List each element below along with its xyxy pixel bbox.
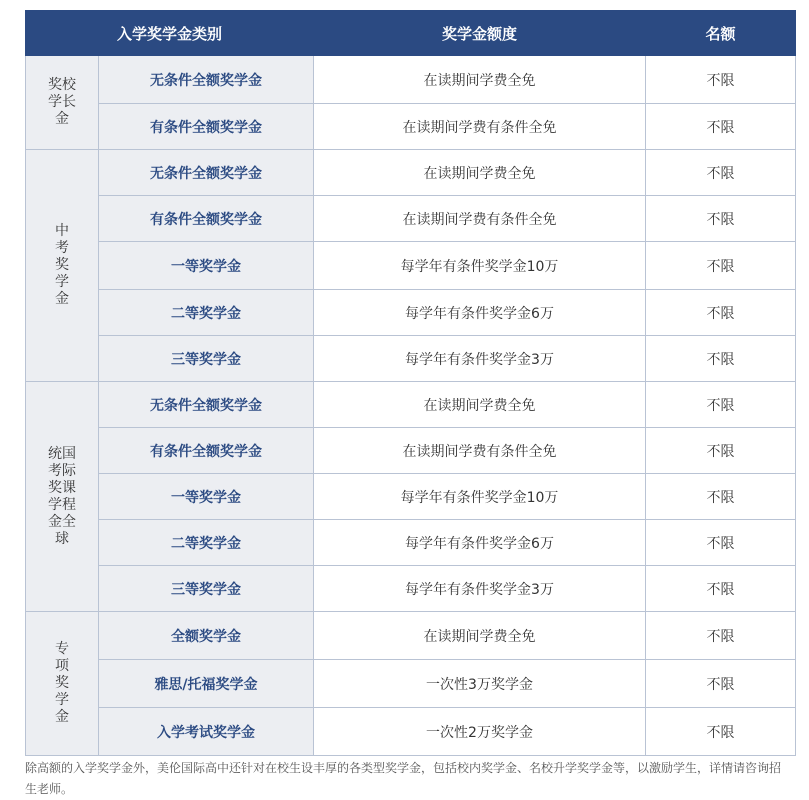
scholarship-quota: 不限 [646,660,796,708]
scholarship-amount: 每学年有条件奖学金10万 [314,474,646,520]
scholarship-quota: 不限 [646,612,796,660]
scholarship-quota: 不限 [646,104,796,150]
group-label-zhongkao: 中 考 奖 学 金 [26,150,99,382]
scholarship-quota: 不限 [646,242,796,290]
table-row [26,520,796,566]
scholarship-quota: 不限 [646,382,796,428]
footnote: 除高额的入学奖学金外，美伦国际高中还针对在校生设丰厚的各类型奖学金，包括校内奖学金、名校升学奖学金等，以激励学生，详情请咨询招生老师。 [25,761,782,796]
scholarship-amount: 在读期间学费全免 [314,150,646,196]
scholarship-name: 全额奖学金 [99,612,314,660]
scholarship-name: 无条件全额奖学金 [99,382,314,428]
table-row [26,104,796,150]
scholarship-quota: 不限 [646,520,796,566]
scholarship-amount: 在读期间学费有条件全免 [314,104,646,150]
scholarship-quota: 不限 [646,708,796,756]
scholarship-name: 无条件全额奖学金 [99,56,314,104]
group-label-international: 统国 考际 奖课 学程 金全 球 [26,382,99,612]
scholarship-quota: 不限 [646,474,796,520]
table-row [26,56,796,104]
scholarship-name: 有条件全额奖学金 [99,104,314,150]
scholarship-name: 入学考试奖学金 [99,708,314,756]
scholarship-table-wrapper [25,10,795,756]
header-amount: 奖学金额度 [314,11,646,56]
scholarship-name: 二等奖学金 [99,290,314,336]
scholarship-name: 一等奖学金 [99,474,314,520]
table-row [26,242,796,290]
scholarship-name: 二等奖学金 [99,520,314,566]
scholarship-amount: 每学年有条件奖学金10万 [314,242,646,290]
table-row [26,382,796,428]
scholarship-amount: 在读期间学费有条件全免 [314,428,646,474]
scholarship-name: 雅思/托福奖学金 [99,660,314,708]
scholarship-quota: 不限 [646,428,796,474]
header-category: 入学奖学金类别 [26,11,314,56]
table-row [26,566,796,612]
table-row [26,612,796,660]
scholarship-amount: 每学年有条件奖学金6万 [314,520,646,566]
group-label-principal: 奖校 学长 金 [26,56,99,150]
scholarship-amount: 每学年有条件奖学金6万 [314,290,646,336]
group-label-special: 专 项 奖 学 金 [26,612,99,756]
scholarship-amount: 在读期间学费全免 [314,612,646,660]
table-row [26,336,796,382]
scholarship-name: 有条件全额奖学金 [99,196,314,242]
table-header-row [26,11,796,56]
scholarship-quota: 不限 [646,150,796,196]
scholarship-name: 一等奖学金 [99,242,314,290]
scholarship-amount: 在读期间学费全免 [314,56,646,104]
scholarship-name: 有条件全额奖学金 [99,428,314,474]
scholarship-amount: 在读期间学费全免 [314,382,646,428]
scholarship-name: 无条件全额奖学金 [99,150,314,196]
scholarship-name: 三等奖学金 [99,566,314,612]
scholarship-amount: 一次性2万奖学金 [314,708,646,756]
scholarship-amount: 在读期间学费有条件全免 [314,196,646,242]
scholarship-quota: 不限 [646,56,796,104]
scholarship-table [25,10,796,756]
scholarship-name: 三等奖学金 [99,336,314,382]
table-row [26,708,796,756]
scholarship-quota: 不限 [646,290,796,336]
scholarship-quota: 不限 [646,566,796,612]
table-row [26,428,796,474]
scholarship-amount: 一次性3万奖学金 [314,660,646,708]
table-row [26,196,796,242]
scholarship-amount: 每学年有条件奖学金3万 [314,336,646,382]
table-row [26,150,796,196]
table-row [26,660,796,708]
scholarship-quota: 不限 [646,336,796,382]
table-row [26,474,796,520]
scholarship-quota: 不限 [646,196,796,242]
table-row [26,290,796,336]
header-quota: 名额 [646,11,796,56]
scholarship-amount: 每学年有条件奖学金3万 [314,566,646,612]
